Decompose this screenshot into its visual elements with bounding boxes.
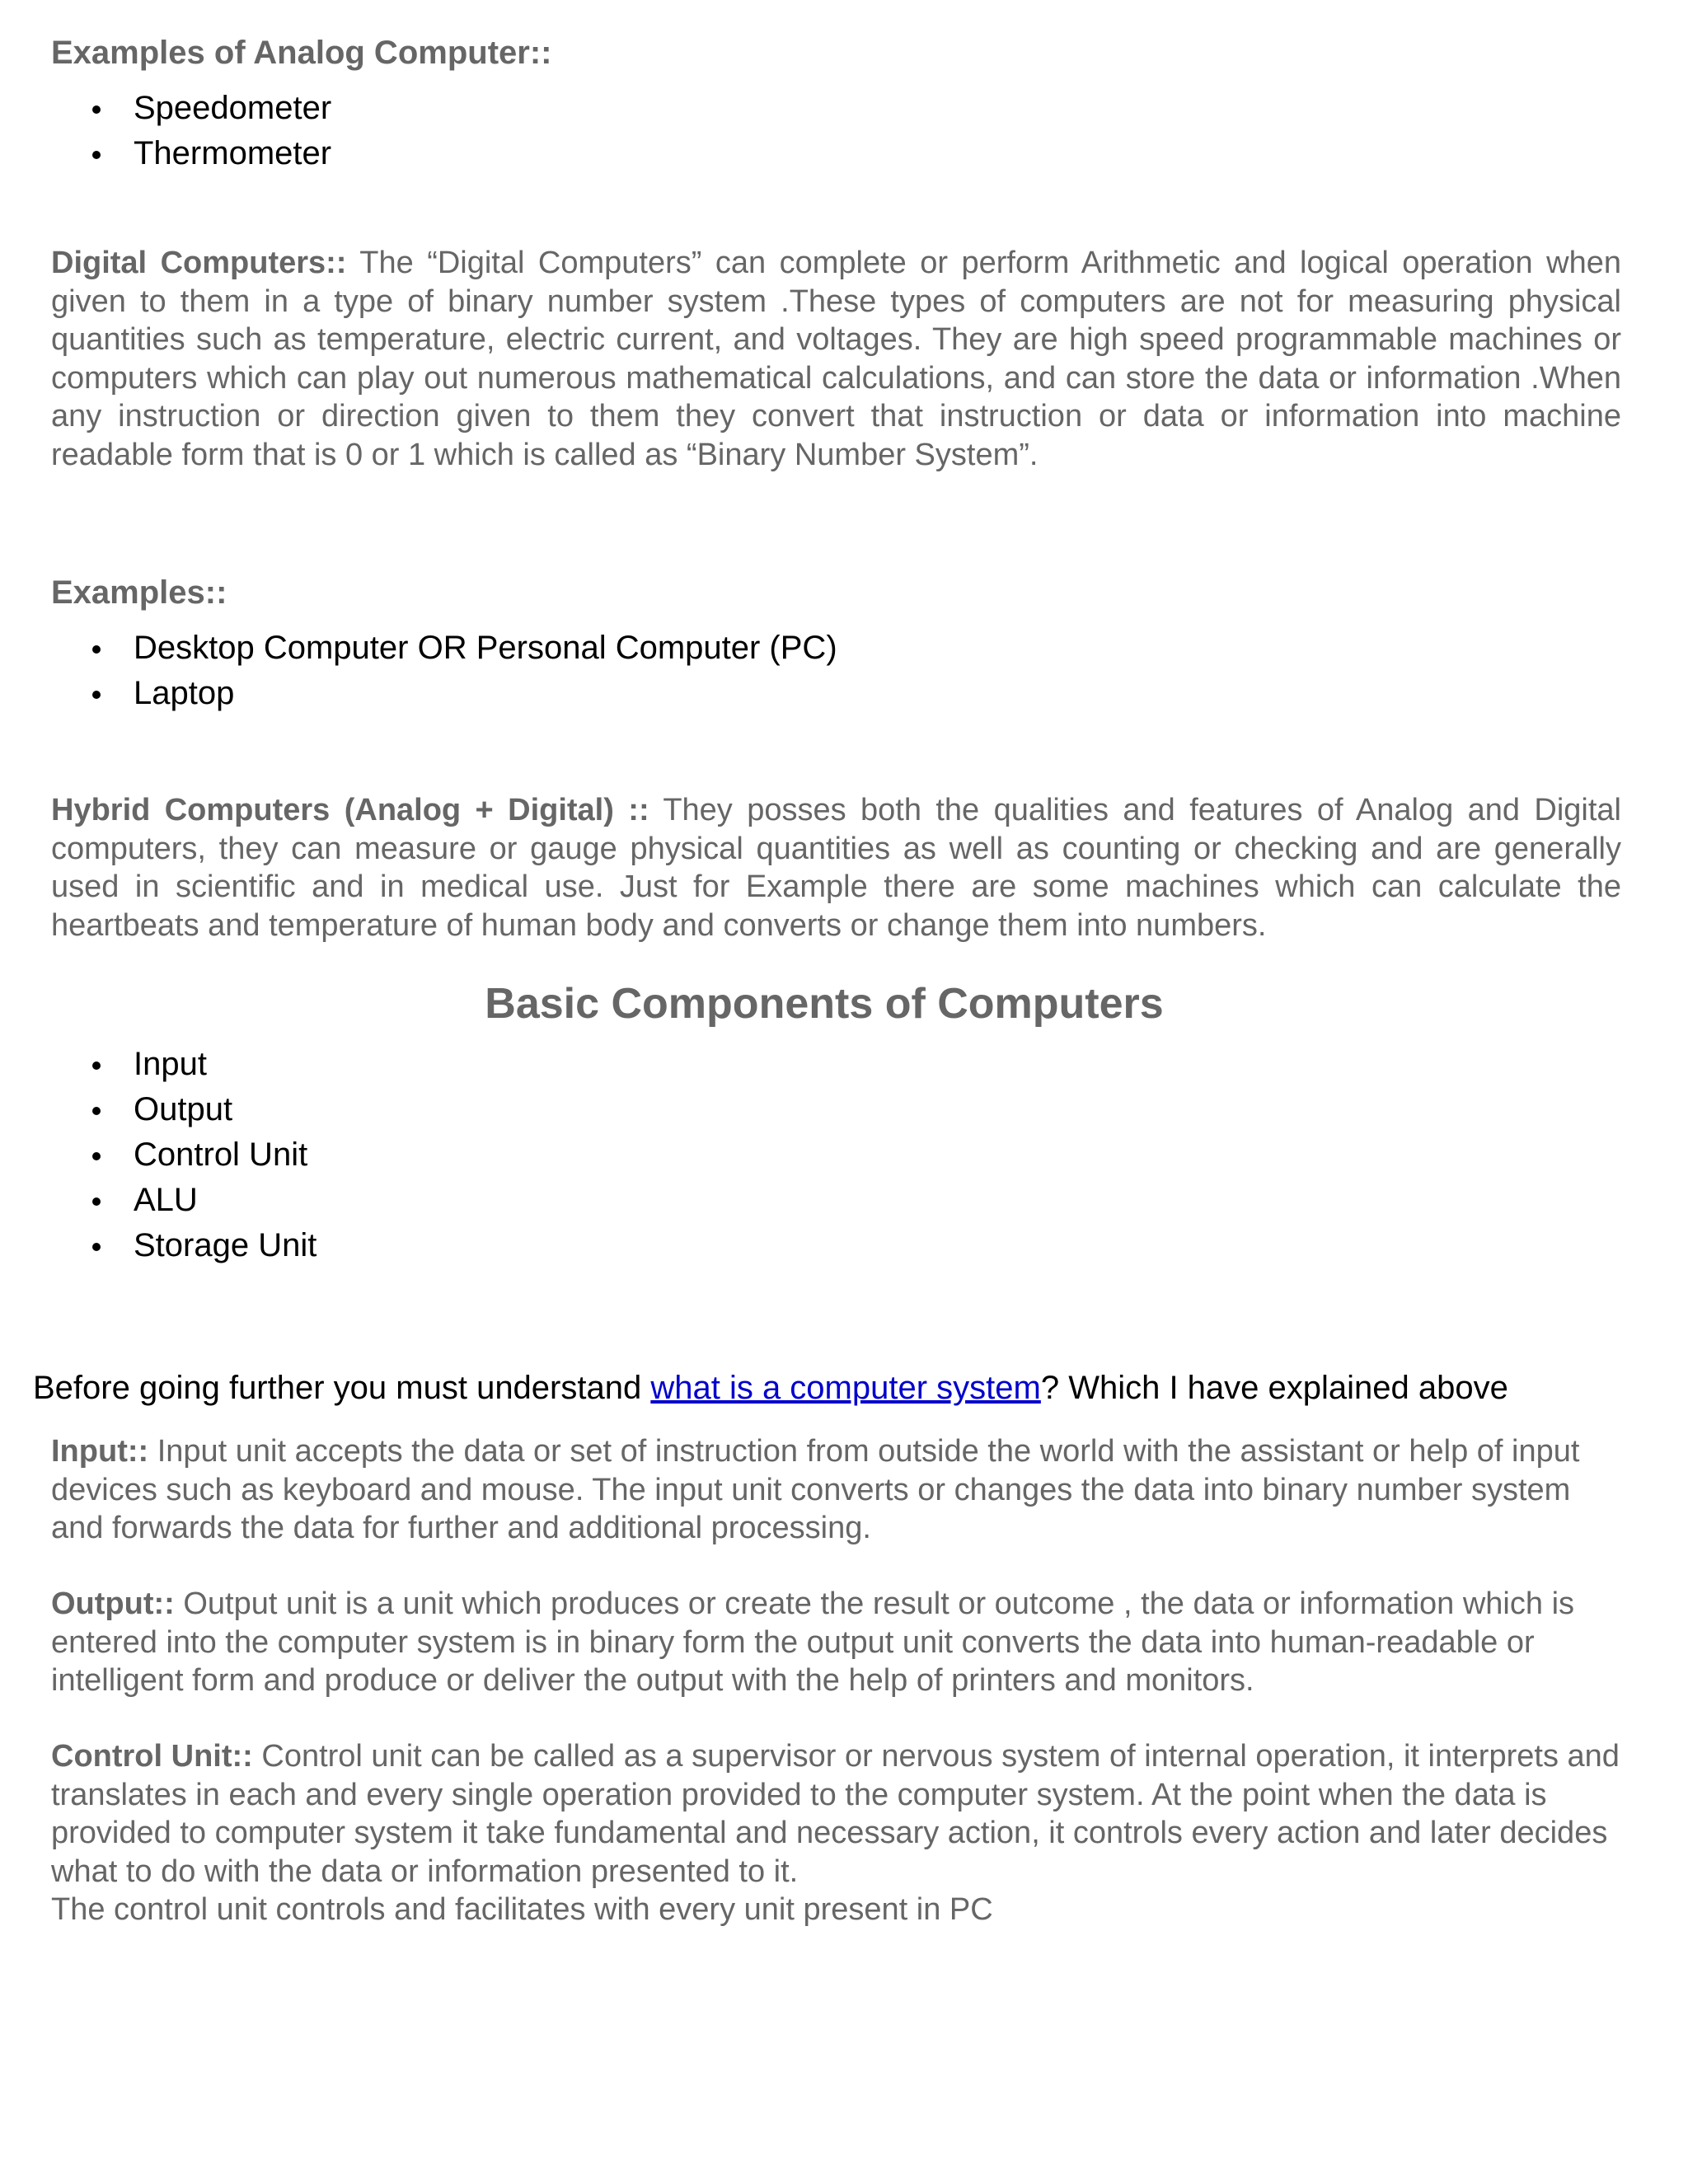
control-unit-text-2: The control unit controls and facilitates with every unit present in PC: [51, 1892, 993, 1927]
note-before-text: Before going further you must understand: [33, 1370, 651, 1406]
hybrid-computers-paragraph: [51, 791, 1621, 944]
digital-examples-heading: Examples::: [51, 574, 227, 611]
components-list: [0, 1042, 316, 1268]
analog-examples-heading: Examples of Analog Computer::: [51, 35, 552, 71]
list-item: Speedometer: [0, 86, 331, 131]
control-unit-paragraph: [51, 1737, 1621, 1929]
input-paragraph: [51, 1432, 1621, 1548]
list-item: Input: [0, 1042, 316, 1087]
analog-examples-list: [0, 86, 331, 176]
digital-computers-label: Digital Computers::: [51, 246, 347, 280]
components-title: Basic Components of Computers: [485, 980, 1164, 1028]
list-item: Control Unit: [0, 1132, 316, 1178]
digital-examples-list: [0, 626, 837, 716]
computer-system-link[interactable]: what is a computer system: [650, 1370, 1041, 1406]
digital-computers-paragraph: [51, 244, 1621, 474]
output-label: Output::: [51, 1586, 175, 1621]
note-after-text: ? Which I have explained above: [1040, 1370, 1508, 1406]
list-item: Storage Unit: [0, 1223, 316, 1268]
hybrid-computers-text: They posses both the qualities and features of Analog and Digital computers, they can measure or gauge physical quantities as well as counting or checking and are generally used in scientific and in medical use. Just for Example there are some machines which can calculate the heartbeats and temperature of human body and converts or change them into numbers.: [51, 793, 1621, 943]
input-text: Input unit accepts the data or set of instruction from outside the world with the assistant or help of input devices such as keyboard and mouse. The input unit converts or changes the data into binary number system and forwards the data for further and additional processing.: [51, 1434, 1580, 1545]
list-item: Output: [0, 1087, 316, 1132]
digital-computers-text: The “Digital Computers” can complete or perform Arithmetic and logical operation when given to them in a type of binary number system .These types of computers are not for measuring physical quantities such as temperature, electric current, and voltages. They are high speed programmable machines or computers which can play out numerous mathematical calculations, and can store the data or information .When any instruction or direction given to them they convert that instruction or data or information into machine readable form that is 0 or 1 which is called as “Binary Number System”.: [51, 246, 1621, 472]
list-item: Desktop Computer OR Personal Computer (PC): [0, 626, 837, 671]
output-paragraph: [51, 1585, 1621, 1700]
hybrid-computers-label: Hybrid Computers (Analog + Digital) ::: [51, 793, 649, 827]
list-item: Laptop: [0, 671, 837, 716]
computer-system-note: [33, 1368, 1508, 1408]
list-item: ALU: [0, 1178, 316, 1223]
input-label: Input::: [51, 1434, 149, 1469]
control-unit-label: Control Unit::: [51, 1739, 253, 1774]
list-item: Thermometer: [0, 131, 331, 176]
output-text: Output unit is a unit which produces or create the result or outcome , the data or information which is entered into the computer system is in binary form the output unit converts the data into human-readable or intelligent form and produce or deliver the output with the help of printers and monitors.: [51, 1586, 1575, 1698]
control-unit-text: Control unit can be called as a supervisor or nervous system of internal operation, it interprets and translates in each and every single operation provided to the computer system. At the point when the data is provided to computer system it take fundamental and necessary action, it controls every action and later decides what to do with the data or information presented to it.: [51, 1739, 1620, 1889]
